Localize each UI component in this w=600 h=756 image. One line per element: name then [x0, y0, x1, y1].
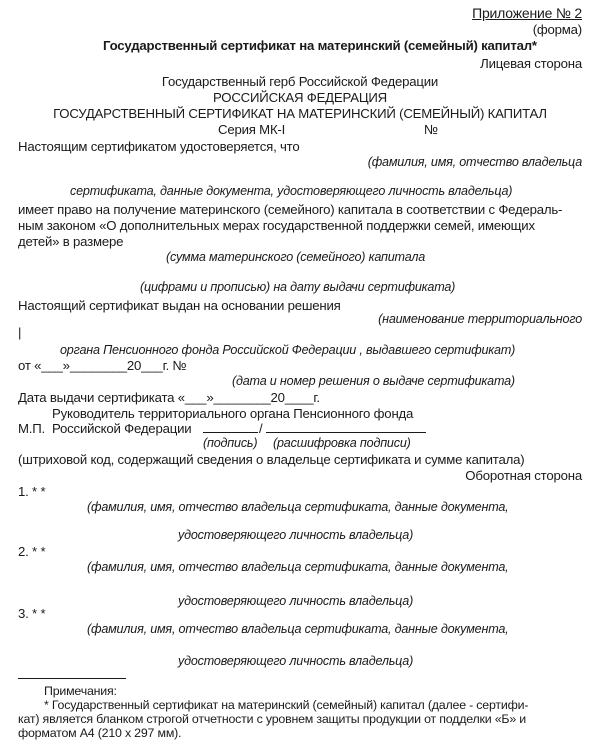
entry-3-hint-2: удостоверяющего личность владельца) — [178, 654, 414, 668]
right-text-2: ным законом «О дополнительных мерах государственной поддержки семей, имеющих — [18, 218, 535, 233]
footnote-separator — [18, 678, 126, 679]
front-side-label: Лицевая сторона — [480, 56, 582, 71]
form-label: (форма) — [532, 22, 582, 37]
document-title: Государственный сертификат на материнский (семейный) капитал* — [103, 38, 537, 53]
head-line-2: Российской Федерации — [52, 421, 192, 436]
hint-owner-1: (фамилия, имя, отчество владельца — [367, 155, 582, 169]
entry-2-hint-2: удостоверяющего личность владельца) — [178, 594, 414, 608]
hint-body-2: органа Пенсионного фонда Российской Федерации , выдавшего сертификат) — [60, 343, 516, 357]
right-text-3: детей» в размере — [18, 234, 124, 249]
entry-1-hint-2: удостоверяющего личность владельца) — [178, 528, 414, 542]
right-text-1: имеет право на получение материнского (семейного) капитала в соответствии с Федераль- — [18, 202, 563, 217]
issued-basis-text: Настоящий сертификат выдан на основании решения — [18, 298, 341, 313]
entry-1-number: 1. * * — [18, 484, 46, 499]
hint-owner-2: сертификата, данные документа, удостоверяющего личность владельца) — [70, 184, 513, 198]
certify-text: Настоящим сертификатом удостоверяется, что — [18, 139, 300, 154]
hint-signature: (подпись) — [203, 436, 258, 450]
head-line-1: Руководитель территориального органа Пенсионного фонда — [52, 406, 414, 421]
text-cursor-mark: | — [18, 325, 22, 340]
notes-title: Примечания: — [44, 684, 117, 698]
stamp-place-label: М.П. — [18, 421, 45, 436]
back-side-label: Оборотная сторона — [465, 468, 582, 483]
appendix-label: Приложение № 2 — [472, 5, 582, 21]
certificate-heading: ГОСУДАРСТВЕННЫЙ СЕРТИФИКАТ НА МАТЕРИНСКИЙ (СЕМЕЙНЫЙ) КАПИТАЛ — [53, 106, 547, 121]
entry-1-hint-1: (фамилия, имя, отчество владельца сертификата, данные документа, — [87, 500, 509, 514]
hint-sum-2: (цифрами и прописью) на дату выдачи сертификата) — [140, 280, 456, 294]
signature-line — [203, 420, 258, 433]
note-line-1: * Государственный сертификат на материнский (семейный) капитал (далее - сертифи- — [44, 698, 529, 712]
decision-date-line: от «___»________20___г. № — [18, 358, 187, 373]
hint-body-1: (наименование территориального — [378, 312, 582, 326]
entry-2-hint-1: (фамилия, имя, отчество владельца сертификата, данные документа, — [87, 560, 509, 574]
note-line-3: форматом А4 (210 х 297 мм). — [18, 726, 182, 740]
entry-2-number: 2. * * — [18, 544, 46, 559]
signature-slash: / — [259, 421, 263, 436]
decoding-line — [266, 420, 426, 433]
entry-3-number: 3. * * — [18, 606, 46, 621]
coat-of-arms-label: Государственный герб Российской Федерации — [161, 74, 439, 89]
number-sign: № — [424, 122, 438, 137]
hint-sum-1: (сумма материнского (семейного) капитала — [166, 250, 426, 264]
hint-decision: (дата и номер решения о выдаче сертификата) — [232, 374, 515, 388]
note-line-2: кат) является бланком строгой отчетности с уровнем защиты продукции от подделки «Б» и — [18, 712, 527, 726]
issue-date-line: Дата выдачи сертификата «___»________20____г. — [18, 390, 320, 405]
country-label: РОССИЙСКАЯ ФЕДЕРАЦИЯ — [213, 90, 387, 105]
entry-3-hint-1: (фамилия, имя, отчество владельца сертификата, данные документа, — [87, 622, 509, 636]
barcode-note: (штриховой код, содержащий сведения о владельце сертификата и сумме капитала) — [18, 452, 525, 467]
series-label: Серия МК-I — [218, 122, 286, 137]
hint-decoding: (расшифровка подписи) — [273, 436, 411, 450]
